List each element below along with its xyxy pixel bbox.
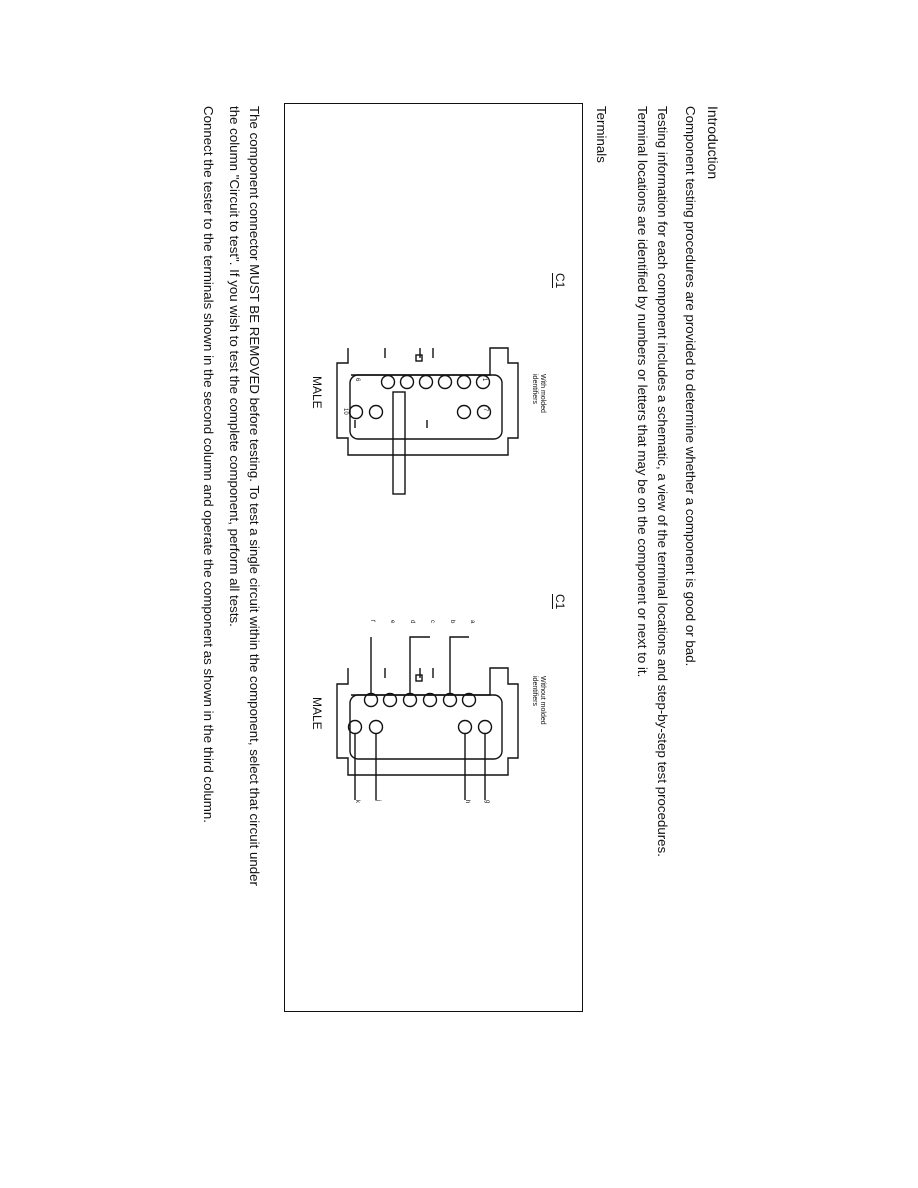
connector-2-letter-f: f [369,620,375,622]
connector-2-letter-g: g [484,800,490,804]
footer-line-3: Connect the tester to the terminals shown in the second column and operate the component as shown in the third column. [201,106,216,823]
connector-1-pin-6-number: 6 [354,378,360,382]
connector-2-letter-e: e [389,620,395,624]
connector-2-letter-d: d [409,620,415,624]
connector-2-caption-2: identifiers [531,676,538,706]
connector-2-label: C1 [553,594,567,610]
connector-1-pin-10-number: 10 [342,408,348,415]
connector-2-gender: MALE [310,697,324,730]
connector-1-label: C1 [553,273,567,289]
connector-1-pin-7-number: 7 [482,408,488,412]
connector-1-pin-1-number: 1 [481,378,487,382]
intro-line-1: Component testing procedures are provided to determine whether a component is good or bad. [683,106,698,667]
connector-1-gender: MALE [310,376,324,409]
connector-2-leader-b [450,637,469,693]
connector-2-key [416,675,422,681]
intro-line-2: Testing information for each component includes a schematic, a view of the terminal locations and step-by-step test procedures. [655,106,670,857]
intro-line-3: Terminal locations are identified by numbers or letters that may be on the component or next to it. [635,106,650,678]
connector-2-pin-g [479,721,492,734]
connector-2-pin-j [370,721,383,734]
connector-2-pin-h [459,721,472,734]
footer-line-2: the column "Circuit to test". If you wish to test the complete component, perform all tests. [227,106,242,627]
connector-2-leader-d [410,637,430,693]
connector-2-caption-1: Without molded [539,676,546,725]
connector-2-letter-h: h [464,800,470,804]
page-title: Introduction [705,106,721,180]
section-heading-terminals: Terminals [594,106,609,163]
footer-line-1: The component connector MUST BE REMOVED before testing. To test a single circuit within the component, select that circuit under [247,106,262,886]
connector-2-letter-k: k [354,800,360,803]
connector-2-letter-j: j [375,800,381,802]
connector-2-letter-a: a [469,620,475,624]
connector-2-letter-b: b [449,620,455,624]
connector-2-letter-c: c [429,620,435,623]
connector-1-caption-2: identifiers [531,374,538,404]
connector-1-caption-1: With molded [539,374,546,413]
